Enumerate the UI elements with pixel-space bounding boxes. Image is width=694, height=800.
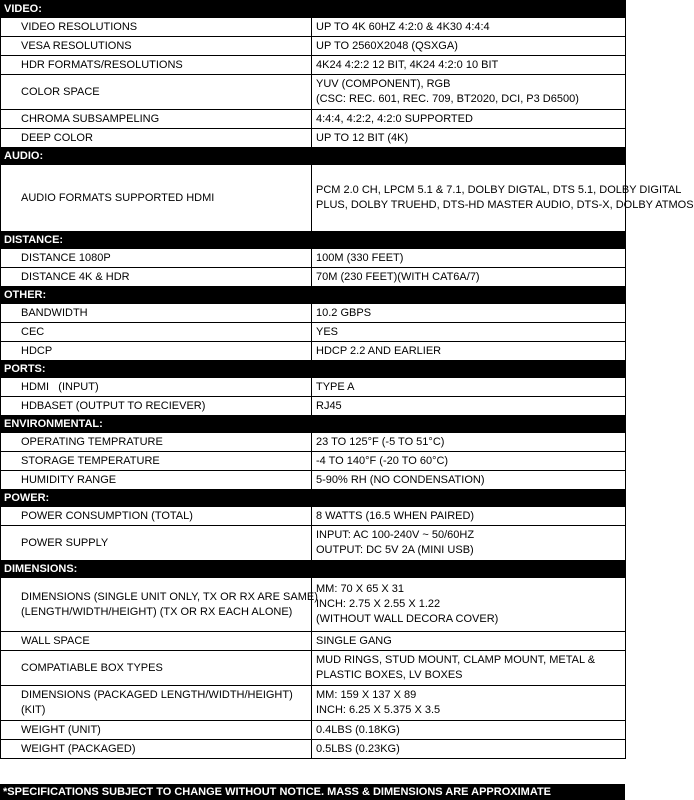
spec-row xyxy=(1,433,626,452)
spec-value xyxy=(312,75,626,110)
spec-value-line: PLUS, DOLBY TRUEHD, DTS-HD MASTER AUDIO, DTS-X, DOLBY ATMOS xyxy=(316,199,694,211)
spec-value: 100M (330 FEET) xyxy=(312,249,626,268)
spec-row xyxy=(1,452,626,471)
spec-label: CHROMA SUBSAMPELING xyxy=(1,110,312,129)
spec-value-line: MM: 70 X 65 X 31 xyxy=(316,583,405,595)
spec-label: WALL SPACE xyxy=(1,632,312,651)
spec-label: HDBASET (OUTPUT TO RECIEVER) xyxy=(1,397,312,416)
spec-row xyxy=(1,507,626,526)
spec-row xyxy=(1,323,626,342)
spec-label-line: DIMENSIONS (SINGLE UNIT ONLY, TX OR RX ARE SAME) xyxy=(21,590,318,603)
spec-value-line: (WITHOUT WALL DECORA COVER) xyxy=(316,613,499,625)
spec-label: VIDEO RESOLUTIONS xyxy=(1,18,312,37)
spec-value xyxy=(312,526,626,561)
spec-label: WEIGHT (PACKAGED) xyxy=(1,740,312,759)
spec-label: DISTANCE 1080P xyxy=(1,249,312,268)
spec-label: VESA RESOLUTIONS xyxy=(1,37,312,56)
spec-value: UP TO 2560X2048 (QSXGA) xyxy=(312,37,626,56)
spec-value: 10.2 GBPS xyxy=(312,304,626,323)
spec-value-line: YUV (COMPONENT), RGB xyxy=(316,78,451,90)
spec-row xyxy=(1,18,626,37)
footer-disclaimer: *SPECIFICATIONS SUBJECT TO CHANGE WITHOUT NOTICE. MASS & DIMENSIONS ARE APPROXIMATE xyxy=(0,784,625,800)
section-distance-header xyxy=(1,232,626,249)
spec-value: RJ45 xyxy=(312,397,626,416)
spec-value: TYPE A xyxy=(312,378,626,397)
section-power-header xyxy=(1,490,626,507)
spec-label: COLOR SPACE xyxy=(1,75,312,110)
spec-value xyxy=(312,578,626,632)
spec-label: AUDIO FORMATS SUPPORTED HDMI xyxy=(1,165,312,232)
spec-row xyxy=(1,632,626,651)
spec-value: 5-90% RH (NO CONDENSATION) xyxy=(312,471,626,490)
section-title: DISTANCE: xyxy=(1,232,626,249)
spec-label: CEC xyxy=(1,323,312,342)
spec-row xyxy=(1,578,626,632)
spec-row xyxy=(1,686,626,721)
section-title: AUDIO: xyxy=(1,148,626,165)
spec-value: SINGLE GANG xyxy=(312,632,626,651)
section-ports-header xyxy=(1,361,626,378)
spec-value: 70M (230 FEET)(WITH CAT6A/7) xyxy=(312,268,626,287)
spec-row xyxy=(1,110,626,129)
spec-row xyxy=(1,37,626,56)
spec-label: HDMI (INPUT) xyxy=(1,378,312,397)
spec-value: -4 TO 140°F (-20 TO 60°C) xyxy=(312,452,626,471)
spec-label: POWER CONSUMPTION (TOTAL) xyxy=(1,507,312,526)
spec-label: DEEP COLOR xyxy=(1,129,312,148)
spec-value-line: PLASTIC BOXES, LV BOXES xyxy=(316,669,463,681)
spec-value xyxy=(312,651,626,686)
spec-value-line: MUD RINGS, STUD MOUNT, CLAMP MOUNT, METAL & xyxy=(316,654,596,666)
spec-value xyxy=(312,686,626,721)
spec-label: HUMIDITY RANGE xyxy=(1,471,312,490)
spec-row xyxy=(1,526,626,561)
spec-row xyxy=(1,129,626,148)
spec-row xyxy=(1,56,626,75)
section-title: DIMENSIONS: xyxy=(1,561,626,578)
spec-value: 8 WATTS (16.5 WHEN PAIRED) xyxy=(312,507,626,526)
section-title: PORTS: xyxy=(1,361,626,378)
spec-value-line: OUTPUT: DC 5V 2A (MINI USB) xyxy=(316,544,474,556)
section-dimensions-header xyxy=(1,561,626,578)
spec-value xyxy=(312,165,694,232)
spec-row xyxy=(1,342,626,361)
spec-value-line: MM: 159 X 137 X 89 xyxy=(316,689,417,701)
spec-label: DISTANCE 4K & HDR xyxy=(1,268,312,287)
spec-label xyxy=(1,578,318,632)
spec-value: UP TO 12 BIT (4K) xyxy=(312,129,626,148)
spec-value: 0.4LBS (0.18KG) xyxy=(312,721,626,740)
spec-label: WEIGHT (UNIT) xyxy=(1,721,312,740)
spec-label: COMPATIABLE BOX TYPES xyxy=(1,651,312,686)
section-video-header xyxy=(1,1,626,18)
spec-row xyxy=(1,471,626,490)
spec-label: POWER SUPPLY xyxy=(1,526,312,561)
section-title: POWER: xyxy=(1,490,626,507)
spec-label: HDR FORMATS/RESOLUTIONS xyxy=(1,56,312,75)
spec-label: STORAGE TEMPERATURE xyxy=(1,452,312,471)
spec-row xyxy=(1,75,626,110)
spec-value: UP TO 4K 60HZ 4:2:0 & 4K30 4:4:4 xyxy=(312,18,626,37)
spec-value-line: PCM 2.0 CH, LPCM 5.1 & 7.1, DOLBY DIGTAL, DTS 5.1, DOLBY DIGITAL xyxy=(316,184,682,196)
spec-value: 23 TO 125°F (-5 TO 51°C) xyxy=(312,433,626,452)
spec-row xyxy=(1,249,626,268)
spec-value: YES xyxy=(312,323,626,342)
section-title: OTHER: xyxy=(1,287,626,304)
spec-row xyxy=(1,378,626,397)
spec-value: HDCP 2.2 AND EARLIER xyxy=(312,342,626,361)
spec-value: 4K24 4:2:2 12 BIT, 4K24 4:2:0 10 BIT xyxy=(312,56,626,75)
spec-label: HDCP xyxy=(1,342,312,361)
spec-value-line: INCH: 2.75 X 2.55 X 1.22 xyxy=(316,598,441,610)
spec-row xyxy=(1,397,626,416)
spec-row xyxy=(1,740,626,759)
spec-label-line: (LENGTH/WIDTH/HEIGHT) (TX OR RX EACH ALONE) xyxy=(21,605,293,618)
spec-value: 4:4:4, 4:2:2, 4:2:0 SUPPORTED xyxy=(312,110,626,129)
section-title: VIDEO: xyxy=(1,1,626,18)
spec-value-line: INCH: 6.25 X 5.375 X 3.5 xyxy=(316,704,441,716)
spec-row xyxy=(1,304,626,323)
spec-value-line: INPUT: AC 100-240V ~ 50/60HZ xyxy=(316,529,475,541)
spec-row xyxy=(1,651,626,686)
spec-label: DIMENSIONS (PACKAGED LENGTH/WIDTH/HEIGHT) (KIT) xyxy=(1,686,312,721)
section-environmental-header xyxy=(1,416,626,433)
spec-label: OPERATING TEMPRATURE xyxy=(1,433,312,452)
spec-row xyxy=(1,165,626,232)
spec-row xyxy=(1,268,626,287)
spec-row xyxy=(1,721,626,740)
section-title: ENVIRONMENTAL: xyxy=(1,416,626,433)
section-audio-header xyxy=(1,148,626,165)
section-other-header xyxy=(1,287,626,304)
spec-label: BANDWIDTH xyxy=(1,304,312,323)
spec-value: 0.5LBS (0.23KG) xyxy=(312,740,626,759)
spec-value-line: (CSC: REC. 601, REC. 709, BT2020, DCI, P3 D6500) xyxy=(316,93,579,105)
